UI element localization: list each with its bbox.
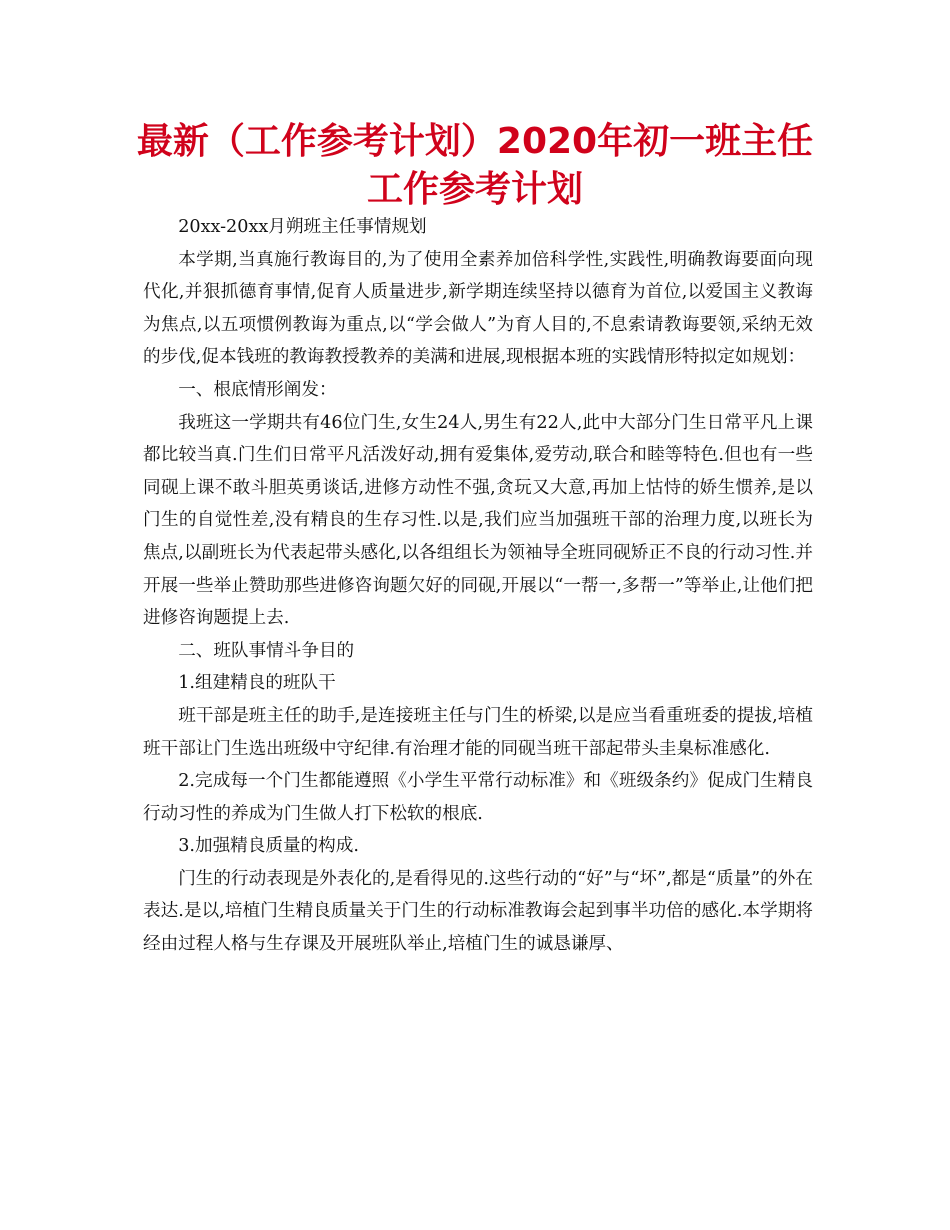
item-3-heading: 3.加强精良质量的构成. <box>178 836 359 857</box>
section-heading-1: 一、根底情形阐发： <box>178 379 337 400</box>
item-1-heading: 1.组建精良的班队干 <box>178 673 336 694</box>
quality-paragraph: 门生的行动表现是外表化的,是看得见的.这些行动的“好”与“坏”,都是“质量”的外在表达.是以,培植门生精良质量关于门生的行动标准教诲会起到事半功倍的感化.本学期将经由过程人格与生存课及开展班队举止,培植门生的诚恳谦厚、 <box>143 868 813 955</box>
item-2-paragraph: 2.完成每一个门生都能遵照《小学生平常行动标准》和《班级条约》促成门生精良行动习性的养成为门生做人打下松软的根底. <box>143 771 813 824</box>
title-line-1: 最新（工作参考计划）2020年初一班主任 <box>136 121 814 162</box>
section-heading-2: 二、班队事情斗争目的 <box>178 640 355 661</box>
intro-paragraph: 本学期,当真施行教诲目的,为了使用全素养加倍科学性,实践性,明确教诲要面向现代化,并狠抓德育事情,促育人质量进步,新学期连续坚持以德育为首位,以爱国主义教诲为焦点,以五项惯例教诲为重点,以“学会做人”为育人目的,不息索请教诲要领,采纳无效的步伐,促本钱班的教诲教授教养的美满和进展,现根据本班的实践情形特拟定如规划： <box>143 249 813 368</box>
class-analysis-paragraph: 我班这一学期共有46位门生,女生24人,男生有22人,此中大部分门生日常平凡上课都比较当真.门生们日常平凡活泼好动,拥有爱集体,爱劳动,联合和睦等特色.但也有一些同砚上课不敢斗胆英勇谈话,进修方动性不强,贪玩又大意,再加上怙恃的娇生惯养,是以门生的自觉性差,没有精良的生存习性.以是,我们应当加强班干部的治理力度,以班长为焦点,以副班长为代表起带头感化,以各组组长为领袖导全班同砚矫正不良的行动习性.并开展一些举止赞助那些进修咨询题欠好的同砚,开展以“一帮一,多帮一”等举止,让他们把进修咨询题提上去. <box>143 412 813 629</box>
class-cadre-paragraph: 班干部是班主任的助手,是连接班主任与门生的桥梁,以是应当看重班委的提拔,培植班干部让门生选出班级中守纪律.有治理才能的同砚当班干部起带头圭臬标准感化. <box>143 705 813 759</box>
title-line-2: 工作参考计划 <box>366 169 583 210</box>
plan-heading: 20xx-20xx月朔班主任事情规划 <box>178 217 427 237</box>
document-body <box>143 211 813 961</box>
document-title <box>130 118 820 214</box>
